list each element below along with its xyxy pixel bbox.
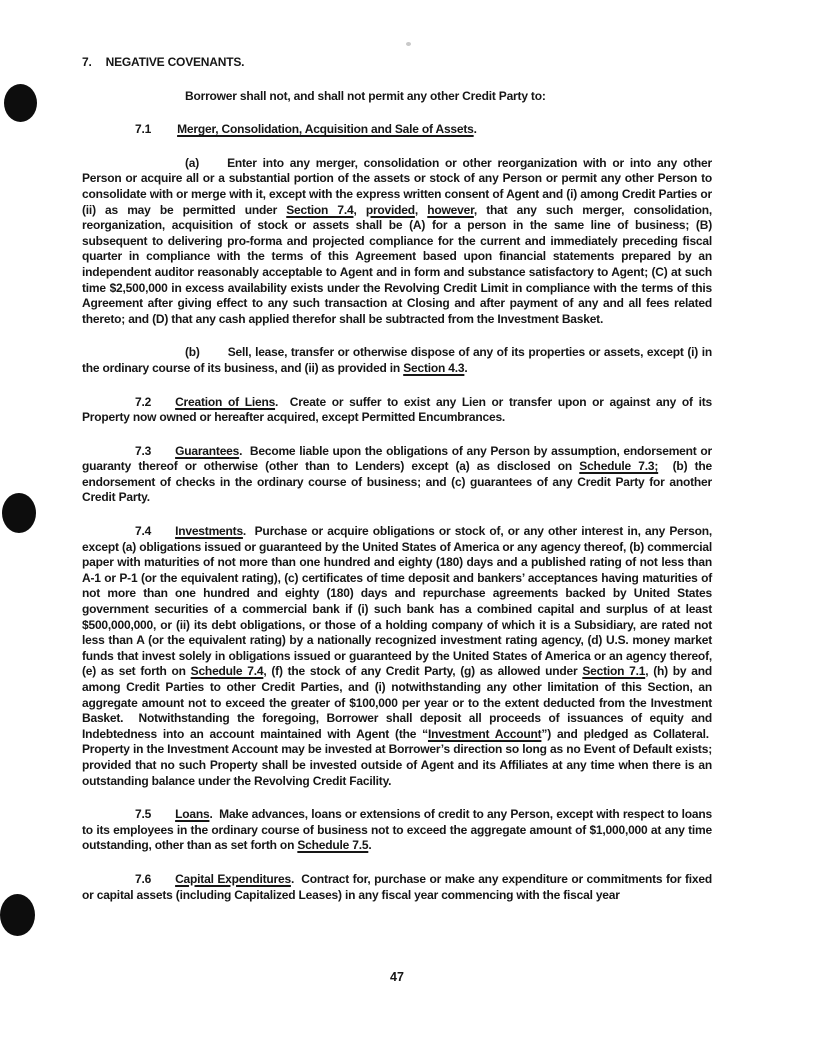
- text-run: .: [473, 122, 477, 137]
- subsection-7-5: [82, 807, 712, 854]
- text-run: (a): [185, 155, 200, 170]
- text-run: ,: [414, 202, 428, 217]
- intro-paragraph: [82, 89, 712, 105]
- text-run: .: [464, 360, 468, 375]
- paragraph-7-1-a: [82, 156, 712, 328]
- subsection-7-1-heading: [82, 122, 712, 138]
- underlined-reference: Investments: [175, 524, 243, 539]
- text-run: . Contract for, purchase or make any expenditure or commitments for fixed or capital assets (including Capitalized Leases) in any fiscal year commencing with the fiscal year: [82, 871, 712, 902]
- subsection-7-4: [82, 524, 712, 789]
- underlined-reference: Merger, Consolidation, Acquisition and Sale of Assets: [177, 122, 474, 137]
- section-7-heading: [82, 55, 712, 71]
- text-run: . Create or suffer to exist any Lien or transfer upon or against any of its Property now owned or hereafter acquired, except Permitted Encumbrances.: [82, 394, 712, 425]
- text-run: 7.3: [135, 443, 152, 458]
- underlined-reference: Creation of Liens: [175, 394, 276, 409]
- underlined-reference: Investment Account: [427, 726, 542, 741]
- text-run: , that any such merger, consolidation, reorganization, acquisition of stock or assets shall be (A) for a person in the same line of business; (B) subsequent to delivering pro-forma and projected compliance for the current and immediately preceding fiscal quarter in compliance with the terms of this Agreement based upon financial statements prepared by an independent auditor reasonably acceptable to Agent and in form and substance satisfactory to Agent; (C) at such time $2,500,000 in excess availability exists under the Revolving Credit Limit in compliance with the terms of this Agreement after giving effect to any such transaction at Closing and after payment of any and all fees related thereto; and (D) that any cash applied therefor shall be subtracted from the Investment Basket.: [82, 202, 712, 326]
- text-run: (b) the endorsement of checks in the ordinary course of business; and (c) guarantees of any Credit Party for another Credit Party.: [82, 459, 713, 505]
- underlined-reference: Schedule 7.3;: [579, 459, 659, 474]
- subsection-7-2: [82, 395, 712, 426]
- underlined-reference: Loans: [175, 807, 210, 822]
- hole-punch-mark: [2, 493, 36, 533]
- text-run: (b): [185, 345, 200, 360]
- text-run: 7.5: [135, 807, 152, 822]
- text-run: 7.2: [135, 394, 152, 409]
- text-run: 7.: [82, 55, 92, 69]
- underlined-reference: provided: [365, 202, 415, 217]
- underlined-reference: Guarantees: [175, 443, 240, 458]
- text-run: ,: [353, 202, 366, 217]
- underlined-reference: Section 4.3: [403, 360, 465, 375]
- underlined-reference: Section 7.1: [582, 664, 646, 679]
- text-run: Enter into any merger, consolidation or other reorganization with or into any other Person or acquire all or a substantial portion of the assets or stock of any Person or permit any other Person to consolidate with or merge with it, except with the express written consent of Agent and (i) among Credit Parties or (ii) as may be permitted under: [82, 155, 712, 217]
- text-run: 7.4: [135, 524, 152, 539]
- text-run: Borrower shall not, and shall not permit any other Credit Party to:: [185, 88, 546, 103]
- underlined-reference: however: [427, 202, 474, 217]
- text-run: NEGATIVE COVENANTS.: [105, 55, 245, 69]
- text-run: ”) and pledged as Collateral. Property in the Investment Account may be invested at Borrower’s direction so long as no Event of Default exists; provided that no such Property shall be invested outside of Agent and its Affiliates at any time when there is an outstanding balance under the Revolving Credit Facility.: [82, 726, 712, 788]
- text-run: , (f) the stock of any Credit Party, (g) as allowed under: [263, 664, 583, 679]
- underlined-reference: Schedule 7.5: [297, 838, 369, 853]
- underlined-reference: Schedule 7.4: [190, 664, 264, 679]
- hole-punch-mark: [4, 84, 37, 122]
- page-number: 47: [390, 970, 404, 984]
- subsection-7-3: [82, 444, 712, 506]
- subsection-7-6: [82, 872, 712, 903]
- text-run: 7.6: [135, 871, 152, 886]
- text-run: Sell, lease, transfer or otherwise dispose of any of its properties or assets, except (i) in the ordinary course of its business, and (ii) as provided in: [82, 345, 712, 375]
- text-run: . Become liable upon the obligations of any Person by assumption, endorsement or guaranty thereof or otherwise (other than to Lenders) except (a) as disclosed on: [82, 443, 712, 474]
- paragraph-7-1-b: [82, 345, 712, 376]
- document-body: [82, 0, 712, 903]
- hole-punch-mark: [0, 894, 35, 936]
- text-run: . Purchase or acquire obligations or stock of, or any other interest in, any Person, except (a) obligations issued or guaranteed by the United States of America or any agency thereof, (b) commercial paper with maturities of not more than one hundred and eighty (180) days and a published rating of not less than A-1 or P-1 (or the equivalent rating), (c) certificates of time deposit and bankers’ acceptances having maturities of not more than one hundred and eighty (180) days and repurchase agreements backed by United States government securities of a commercial bank if (i) such bank has a combined capital and surplus of at least $500,000,000, or (ii) its debt obligations, or those of a holding company of which it is a Subsidiary, are rated not less than A (or the equivalent rating) by a nationally recognized investment rating agency, (d) U.S. money market funds that invest solely in obligations issued or guaranteed by the United States of America or an agency thereof, (e) as set forth on: [82, 524, 712, 679]
- text-run: 7.1: [135, 122, 152, 137]
- underlined-reference: Section 7.4: [286, 202, 354, 217]
- text-run: .: [368, 838, 372, 853]
- text-run: . Make advances, loans or extensions of credit to any Person, except with respect to loans to its employees in the ordinary course of business not to exceed the aggregate amount of $1,000,000 at any time outstanding, other than as set forth on: [82, 807, 712, 853]
- text-run: , (h) by and among Credit Parties to other Credit Parties, and (i) notwithstanding any other limitation of this Section, an aggregate amount not to exceed the greater of $100,000 per year or to the extent deducted from the Investment Basket. Notwithstanding the foregoing, Borrower shall deposit all proceeds of issuances of equity and Indebtedness into an account maintained with Agent (the “: [82, 664, 712, 741]
- underlined-reference: Capital Expenditures: [175, 871, 291, 886]
